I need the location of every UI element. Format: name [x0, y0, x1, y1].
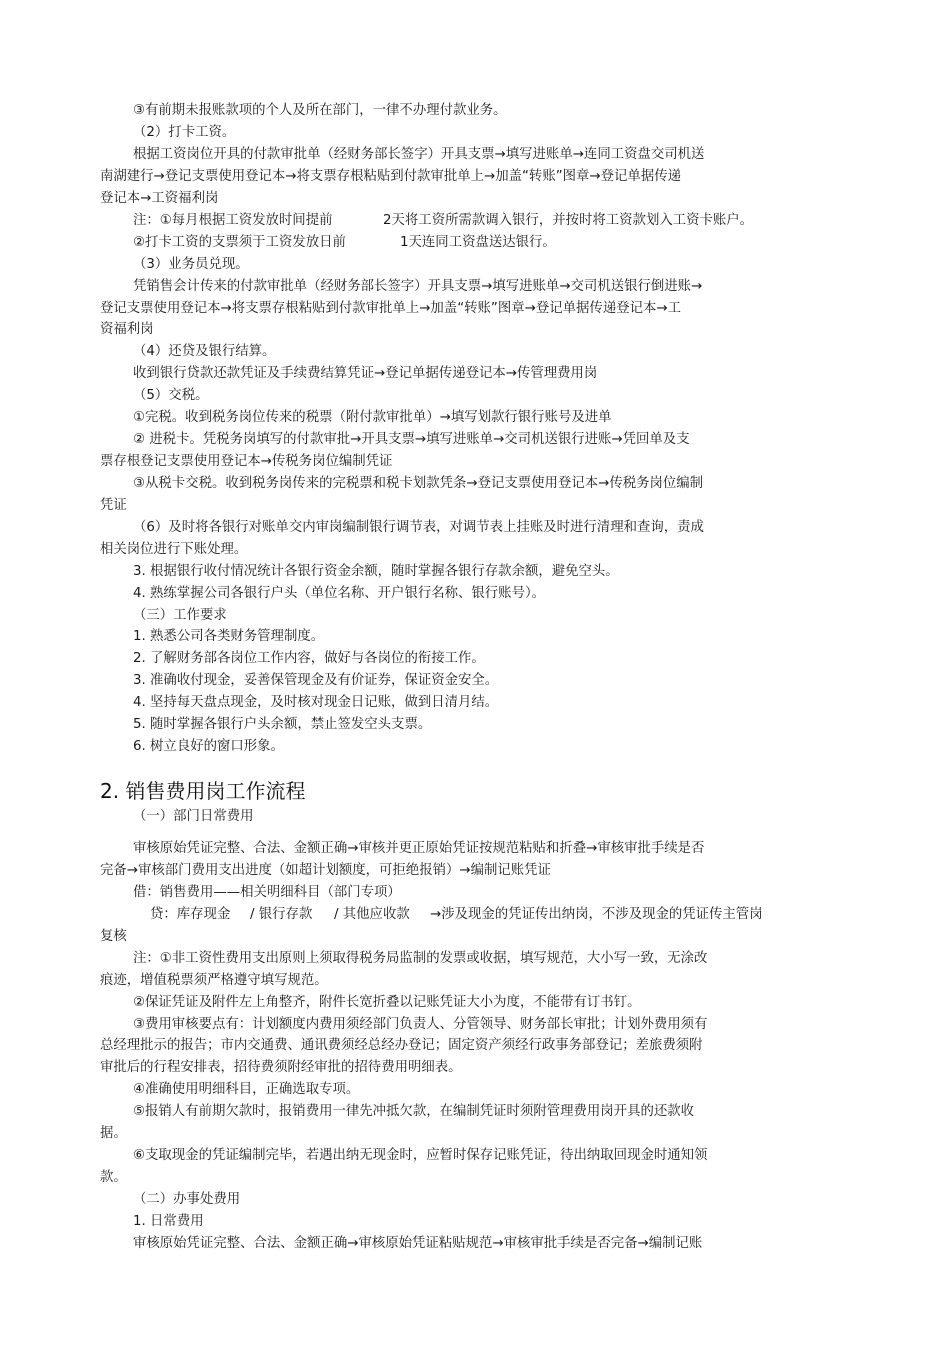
text-line: 登记本→工资福利岗 — [100, 191, 219, 206]
text-line: 4. 熟练掌握公司各银行户头（单位名称、开户银行名称、银行账号）。 — [133, 586, 546, 601]
text-line: 1天连同工资盘送达银行。 — [400, 235, 556, 250]
text-line: （二）办事处费用 — [133, 1192, 241, 1207]
text-line: 6. 树立良好的窗口形象。 — [133, 739, 284, 754]
text-line: 2. 了解财务部各岗位工作内容，做好与各岗位的衔接工作。 — [133, 651, 485, 666]
text-line: 完备→审核部门费用支出进度（如超计划额度，可拒绝报销）→编制记账凭证 — [100, 863, 551, 878]
text-line: →涉及现金的凭证传出纳岗，不涉及现金的凭证传主管岗 — [430, 907, 763, 922]
text-line: （一）部门日常费用 — [133, 809, 254, 824]
text-line: / 其他应收款 — [334, 907, 410, 922]
text-line: 复核 — [100, 929, 127, 944]
text-line: 登记支票使用登记本→将支票存根粘贴到付款审批单上→加盖“转账”图章→登记单据传递登记本→工 — [100, 301, 681, 316]
text-line: 贷：库存现金 — [150, 907, 231, 922]
text-line: 注：①非工资性费用支出原则上须取得税务局监制的发票或收据，填写规范，大小写一致，无涂改 — [133, 951, 708, 966]
text-line: 据。 — [100, 1126, 127, 1141]
text-line: 凭销售会计传来的付款审批单（经财务部长签字）开具支票→填写进账单→交司机送银行倒进账→ — [133, 279, 703, 294]
text-line: ④准确使用明细科目，正确选取专项。 — [133, 1082, 360, 1097]
text-line: 3. 准确收付现金，妥善保管现金及有价证券，保证资金安全。 — [133, 673, 499, 688]
text-line: 1. 日常费用 — [133, 1214, 204, 1229]
text-line: 痕迹，增值税票须严格遵守填写规范。 — [100, 973, 328, 988]
text-line: / 银行存款 — [250, 907, 313, 922]
text-line: 根据工资岗位开具的付款审批单（经财务部长签字）开具支票→填写进账单→连同工资盘交司机送 — [133, 147, 705, 162]
text-line: 审批后的行程安排表，招待费须附经审批的招待费用明细表。 — [100, 1060, 462, 1075]
text-line: 注：①每月根据工资发放时间提前 — [133, 213, 333, 228]
text-line: ③从税卡交税。收到税务岗传来的完税票和税卡划款凭条→登记支票使用登记本→传税务岗位编制 — [133, 476, 704, 491]
text-line: （3）业务员兑现。 — [133, 257, 249, 272]
text-line: 票存根登记支票使用登记本→传税务岗位编制凭证 — [100, 454, 393, 469]
text-line: 3. 根据银行收付情况统计各银行资金余额，随时掌握各银行存款余额，避免空头。 — [133, 564, 619, 579]
section-heading: 2. 销售费用岗工作流程 — [100, 779, 306, 803]
text-line: 总经理批示的报告；市内交通费、通讯费须经总经办登记；固定资产须经行政事务部登记；差旅费须附 — [100, 1038, 703, 1053]
text-line: （三）工作要求 — [133, 608, 227, 623]
text-line: 4. 坚持每天盘点现金，及时核对现金日记账，做到日清月结。 — [133, 695, 499, 710]
text-line: 凭证 — [100, 498, 127, 513]
text-line: （5）交税。 — [133, 388, 209, 403]
text-line: （2）打卡工资。 — [133, 125, 236, 140]
text-line: 南湖建行→登记支票使用登记本→将支票存根粘贴到付款审批单上→加盖“转账”图章→登记单据传递 — [100, 169, 681, 184]
text-line: ③费用审核要点有：计划额度内费用须经部门负责人、分管领导、财务部长审批；计划外费用须有 — [133, 1017, 708, 1032]
text-line: 1. 熟悉公司各类财务管理制度。 — [133, 629, 325, 644]
text-line: ③有前期未报账款项的个人及所在部门，一律不办理付款业务。 — [133, 103, 507, 118]
text-line: 相关岗位进行下账处理。 — [100, 542, 248, 557]
text-line: ①完税。收到税务岗位传来的税票（附付款审批单）→填写划款行银行账号及进单 — [133, 410, 612, 425]
text-line: ② 进税卡。凭税务岗填写的付款审批→开具支票→填写进账单→交司机送银行进账→凭回单及支 — [133, 432, 690, 447]
text-line: ②保证凭证及附件左上角整齐，附件长宽折叠以记账凭证大小为度，不能带有订书钉。 — [133, 995, 641, 1010]
text-line: 收到银行贷款还款凭证及手续费结算凭证→登记单据传递登记本→传管理费用岗 — [133, 366, 598, 381]
text-line: 审核原始凭证完整、合法、金额正确→审核原始凭证粘贴规范→审核审批手续是否完备→编制记账 — [133, 1236, 703, 1251]
text-line: 审核原始凭证完整、合法、金额正确→审核并更正原始凭证按规范粘贴和折叠→审核审批手续是否 — [133, 841, 705, 856]
text-line: 5. 随时掌握各银行户头余额，禁止签发空头支票。 — [133, 717, 432, 732]
text-line: 2天将工资所需款调入银行，并按时将工资款划入工资卡账户。 — [383, 213, 754, 228]
text-line: 借：销售费用——相关明细科目（部门专项） — [133, 885, 401, 900]
text-line: （6）及时将各银行对账单交内审岗编制银行调节表，对调节表上挂账及时进行清理和查询，责成 — [133, 520, 704, 535]
text-line: （4）还贷及银行结算。 — [133, 344, 276, 359]
text-line: 款。 — [100, 1170, 127, 1185]
text-line: ②打卡工资的支票须于工资发放日前 — [133, 235, 346, 250]
text-line: ⑤报销人有前期欠款时，报销费用一律先冲抵欠款，在编制凭证时须附管理费用岗开具的还款收 — [133, 1104, 695, 1119]
text-line: ⑥支取现金的凭证编制完毕，若遇出纳无现金时，应暂时保存记账凭证，待出纳取回现金时通知领 — [133, 1148, 708, 1163]
text-line: 资福利岗 — [100, 322, 154, 337]
